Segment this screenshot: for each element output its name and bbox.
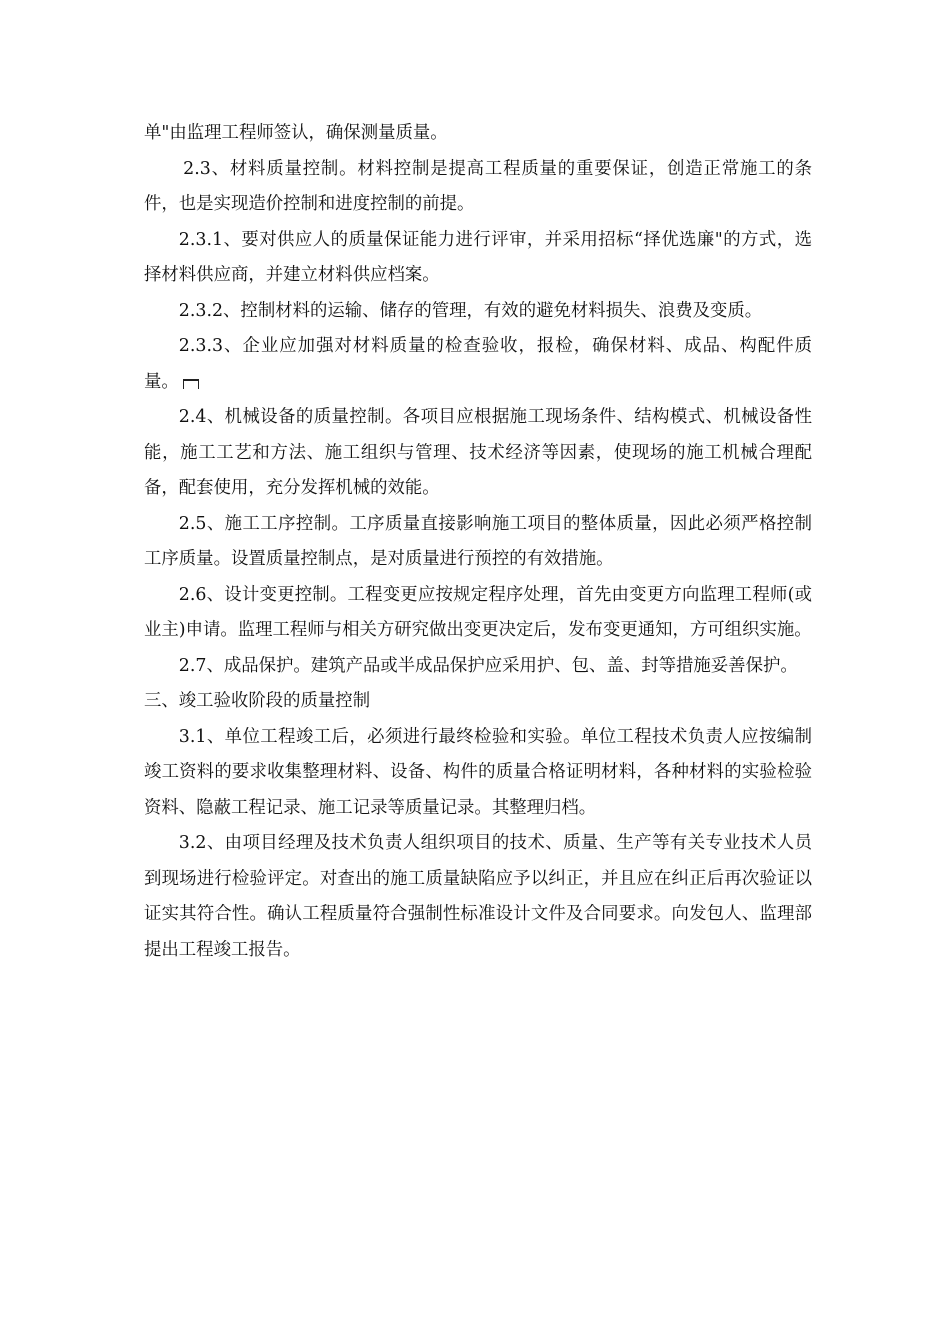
paragraph-2-3-1: 2.3.1、要对供应人的质量保证能力进行评审，并采用招标“择优选廉"的方式，选择材料供应商，并建立材料供应档案。 <box>144 229 812 285</box>
paragraph-2-3-3 <box>144 329 812 400</box>
paragraph-2-4: 2.4、机械设备的质量控制。各项目应根据施工现场条件、结构模式、机械设备性能，施工工艺和方法、施工组织与管理、技术经济等因素，使现场的施工机械合理配备，配套使用，充分发挥机械的效能。 <box>144 407 812 498</box>
paragraph-2-3-2: 2.3.2、控制材料的运输、储存的管理，有效的避免材料损失、浪费及变质。 <box>178 300 763 321</box>
paragraph-2-3: 2.3、材料质量控制。材料控制是提高工程质量的重要保证，创造正常施工的条件，也是实现造价控制和进度控制的前提。 <box>144 158 812 214</box>
paragraph-2-7: 2.7、成品保护。建筑产品或半成品保护应采用护、包、盖、封等措施妥善保护。 <box>178 655 798 676</box>
section-heading-3: 三、竣工验收阶段的质量控制 <box>144 691 371 711</box>
paragraph-3-1: 3.1、单位工程竣工后，必须进行最终检验和实验。单位工程技术负责人应按编制竣工资料的要求收集整理材料、设备、构件的质量合格证明材料，各种材料的实验检验资料、隐蔽工程记录、施工记录等质量记录。其整理归档。 <box>144 726 812 818</box>
paragraph-2-6: 2.6、设计变更控制。工程变更应按规定程序处理，首先由变更方向监理工程师(或业主)申请。监理工程师与相关方研究做出变更决定后，发布变更通知，方可组织实施。 <box>144 584 812 640</box>
document-body <box>144 116 812 968</box>
paragraph-continuation: 单"由监理工程师签认，确保测量质量。 <box>144 123 448 143</box>
bracket-mark-icon <box>183 379 199 389</box>
paragraph-3-2: 3.2、由项目经理及技术负责人组织项目的技术、质量、生产等有关专业技术人员到现场进行检验评定。对查出的施工质量缺陷应予以纠正，并且应在纠正后再次验证以证实其符合性。确认工程质量符合强制性标准设计文件及合同要求。向发包人、监理部提出工程竣工报告。 <box>144 833 812 960</box>
paragraph-2-3-3-text: 2.3.3、企业应加强对材料质量的检查验收，报检，确保材料、成品、构配件质量。 <box>144 336 812 392</box>
paragraph-2-5: 2.5、施工工序控制。工序质量直接影响施工项目的整体质量，因此必须严格控制工序质量。设置质量控制点，是对质量进行预控的有效措施。 <box>144 513 812 569</box>
